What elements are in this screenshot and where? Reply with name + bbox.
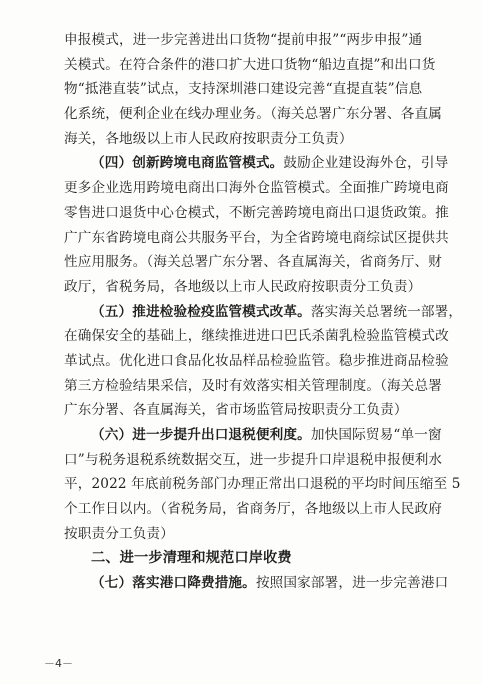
item5-text: 落实海关总署统一部署， — [310, 303, 463, 320]
text-line: 在确保安全的基础上，继续推进进口巴氏杀菌乳检验监管模式改 — [64, 328, 449, 345]
text-line: 更多企业选用跨境电商出口海外仓监管模式。全面推广跨境电商 — [64, 180, 449, 197]
text-line: 第三方检验结果采信，及时有效落实相关管理制度。（海关总署 — [64, 377, 443, 394]
section-heading: 二、进一步清理和规范口岸收费 — [91, 550, 292, 567]
text-line: 物“抵港直装”试点，支持深圳港口建设完善“直提直装”信息 — [64, 81, 423, 98]
text-line: 政厅，省税务局，各地级以上市人民政府按职责分工负责） — [64, 278, 422, 295]
item6-first-line — [64, 423, 442, 448]
item5-first-line — [64, 300, 463, 325]
text-line: 化系统，便利企业在线办理业务。（海关总署广东分署、各直属 — [64, 106, 443, 123]
page-number: －4－ — [44, 657, 73, 670]
item7-first-line — [64, 571, 449, 596]
item6-text: 加快国际贸易“单一窗 — [310, 427, 442, 443]
text-line: 海关，各地级以上市人民政府按职责分工负责） — [64, 130, 353, 147]
text-line: 平，2022 年底前税务部门办理正常出口退税的平均时间压缩至 5 — [64, 476, 461, 493]
item4-text: 鼓励企业建设海外仓，引导 — [283, 155, 449, 172]
text-line: 广广东省跨境电商公共服务平台，为全省跨境电商综试区提供共 — [64, 229, 449, 246]
item5-title: （五）推进检验检疫监管模式改革。 — [91, 303, 311, 320]
text-line: 零售进口退货中心仓模式，不断完善跨境电商出口退货政策。推 — [64, 204, 449, 221]
text-line: 口”与税务退税系统数据交互，进一步提升口岸退税申报便利水 — [64, 451, 443, 468]
item4-first-line — [64, 151, 449, 176]
item7-text: 按照国家部署，进一步完善港口 — [255, 575, 449, 592]
document-body — [64, 28, 463, 596]
text-line: 广东分署、各直属海关，省市场监管局按职责分工负责） — [64, 402, 408, 419]
text-line: 个工作日以内。（省税务局，省商务厅，各地级以上市人民政府 — [64, 501, 443, 518]
text-line: 申报模式，进一步完善进出口货物“提前申报”“两步申报”通 — [64, 32, 423, 48]
text-line: 关模式。在符合条件的港口扩大进口货物“船边直提”和出口货 — [64, 56, 436, 73]
text-line: 按职责分工负责） — [64, 525, 174, 542]
text-line: 性应用服务。（海关总署广东分署、各直属海关，省商务厅、财 — [64, 254, 443, 271]
item6-title: （六）进一步提升出口退税便利度。 — [91, 427, 311, 443]
item7-title: （七）落实港口降费措施。 — [91, 575, 256, 592]
text-line: 革试点。优化进口食品化妆品样品检验监管。稳步推进商品检验 — [64, 352, 449, 369]
item4-title: （四）创新跨境电商监管模式。 — [91, 155, 284, 172]
